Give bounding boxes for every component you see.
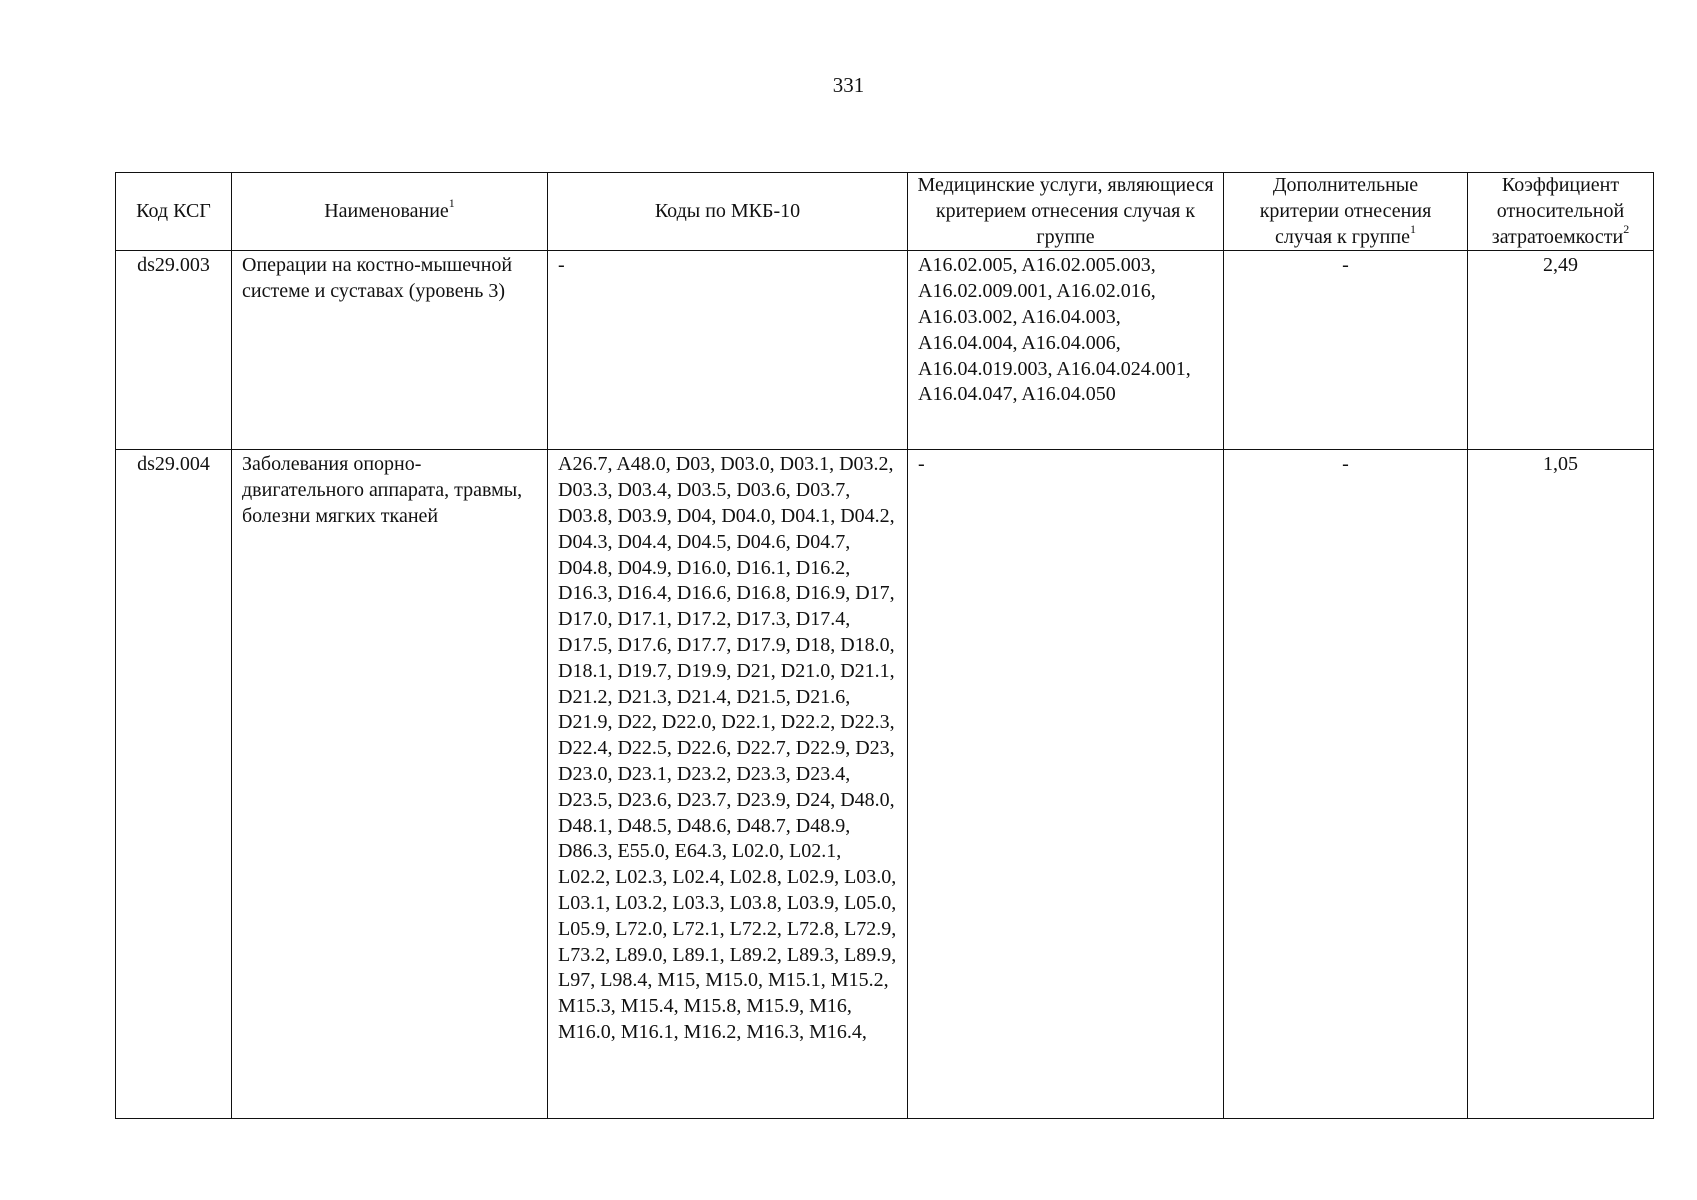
table-row — [116, 251, 1654, 450]
extra-criteria: - — [1224, 450, 1468, 1119]
header-code: Код КСГ — [116, 173, 232, 251]
mkb-codes: A26.7, A48.0, D03, D03.0, D03.1, D03.2, D03.3, D03.4, D03.5, D03.6, D03.7, D03.8, D03.9, D04, D04.0, D04.1, D04.2, D04.3, D04.4, D04.5, D04.6, D04.7, D04.8, D04.9, D16.0, D16.1, D16.2, D16.3, D16.4, D16.6, D16.8, D16.9, D17, D17.0, D17.1, D17.2, D17.3, D17.4, D17.5, D17.6, D17.7, D17.9, D18, D18.0, D18.1, D19.7, D19.9, D21, D21.0, D21.1, D21.2, D21.3, D21.4, D21.5, D21.6, D21.9, D22, D22.0, D22.1, D22.2, D22.3, D22.4, D22.5, D22.6, D22.7, D22.9, D23, D23.0, D23.1, D23.2, D23.3, D23.4, D23.5, D23.6, D23.7, D23.9, D24, D48.0, D48.1, D48.5, D48.6, D48.7, D48.9, D86.3, E55.0, E64.3, L02.0, L02.1, L02.2, L02.3, L02.4, L02.8, L02.9, L03.0, L03.1, L03.2, L03.3, L03.8, L03.9, L05.0, L05.9, L72.0, L72.1, L72.2, L72.8, L72.9, L73.2, L89.0, L89.1, L89.2, L89.3, L89.9, L97, L98.4, M15, M15.0, M15.1, M15.2, M15.3, M15.4, M15.8, M15.9, M16, M16.0, M16.1, M16.2, M16.3, M16.4, — [548, 450, 908, 1119]
header-coefficient: Коэффициент относительной затратоемкости$^2$ — [1468, 173, 1654, 251]
extra-criteria: - — [1224, 251, 1468, 450]
cost-coefficient: 2,49 — [1468, 251, 1654, 450]
footnote-marker: 1 — [448, 196, 455, 211]
medical-services: A16.02.005, A16.02.005.003, A16.02.009.001, A16.02.016, A16.03.002, A16.04.003, A16.04.004, A16.04.006, A16.04.019.003, A16.04.024.001, A16.04.047, A16.04.050 — [908, 251, 1224, 450]
footnote-marker: 1 — [1409, 221, 1416, 236]
ksg-name: Заболевания опорно-двигательного аппарата, травмы, болезни мягких тканей — [232, 450, 548, 1119]
page-number: 331 — [832, 73, 865, 97]
header-services: Медицинские услуги, являющиеся критерием отнесения случая к группе — [908, 173, 1224, 251]
table-header-row — [116, 173, 1654, 251]
medical-services: - — [908, 450, 1224, 1119]
header-mkb: Коды по МКБ-10 — [548, 173, 908, 251]
ksg-name: Операции на костно-мышечной системе и суставах (уровень 3) — [232, 251, 548, 450]
ksg-code: ds29.004 — [116, 450, 232, 1119]
table-row — [116, 450, 1654, 1119]
ksg-table — [115, 172, 1654, 1119]
header-name: Наименование$^1$ — [232, 173, 548, 251]
header-extra-criteria: Дополнительные критерии отнесения случая к группе$^1$ — [1224, 173, 1468, 251]
mkb-codes: - — [548, 251, 908, 450]
cost-coefficient: 1,05 — [1468, 450, 1654, 1119]
footnote-marker: 2 — [1623, 221, 1630, 236]
ksg-code: ds29.003 — [116, 251, 232, 450]
